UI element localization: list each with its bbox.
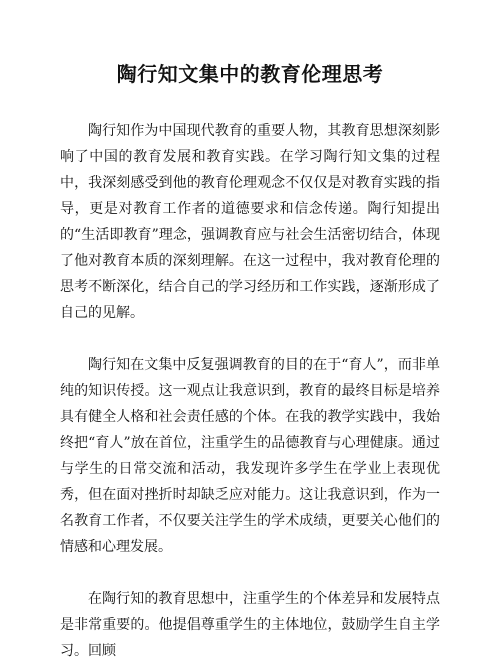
document-title: 陶行知文集中的教育伦理思考 [116,62,384,86]
document-body [60,118,440,664]
paragraph-2: 陶行知在文集中反复强调教育的目的在于“育人”，而非单纯的知识传授。这一观点让我意识到，教育的最终目标是培养具有健全人格和社会责任感的个体。在我的教学实践中，我始终把“育人”放在首位，注重学生的品德教育与心理健康。通过与学生的日常交流和活动，我发现许多学生在学业上表现优秀，但在面对挫折时却缺乏应对能力。这让我意识到，作为一名教育工作者，不仅要关注学生的学术成绩，更要关心他们的情感和心理发展。 [60,357,440,555]
paragraph-1: 陶行知作为中国现代教育的重要人物，其教育思想深刻影响了中国的教育发展和教育实践。在学习陶行知文集的过程中，我深刻感受到他的教育伦理观念不仅仅是对教育实践的指导，更是对教育工作者的道德要求和信念传递。陶行知提出的“生活即教育”理念，强调教育应与社会生活密切结合，体现了他对教育本质的深刻理解。在这一过程中，我对教育伦理的思考不断深化，结合自己的学习经历和工作实践，逐渐形成了自己的见解。 [60,123,440,321]
paragraph-3: 在陶行知的教育思想中，注重学生的个体差异和发展特点是非常重要的。他提倡尊重学生的主体地位，鼓励学生自主学习。回顾 [60,591,440,659]
